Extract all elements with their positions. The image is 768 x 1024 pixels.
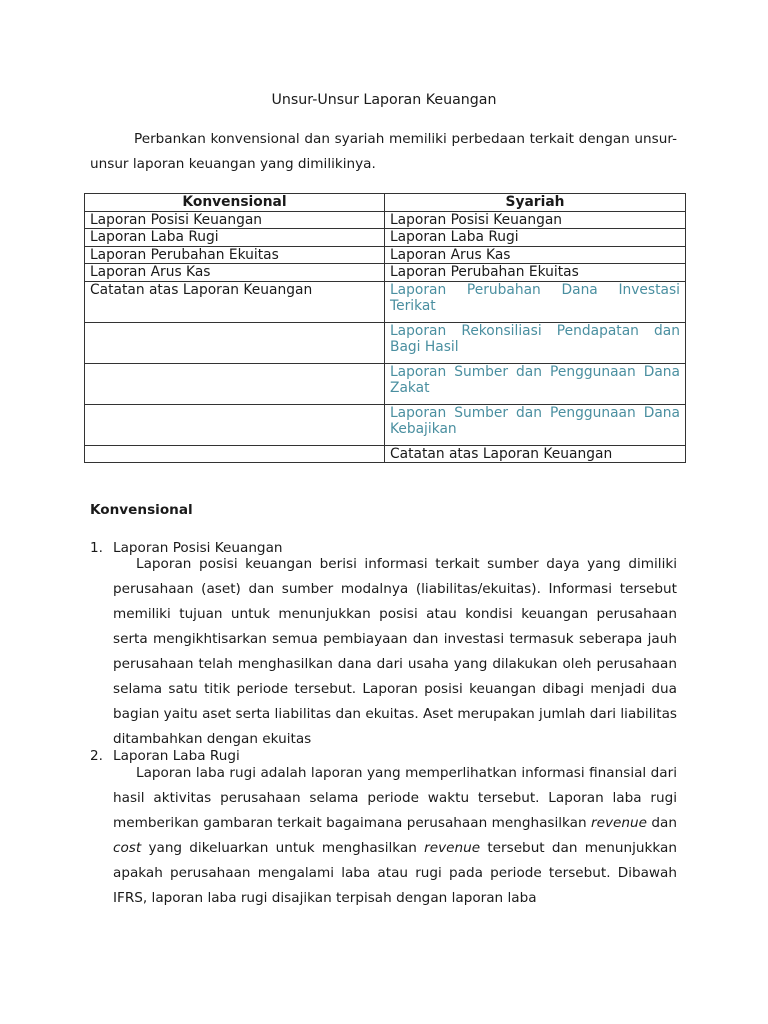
table-cell: Catatan atas Laporan Keuangan — [85, 281, 385, 322]
table-row — [85, 264, 686, 282]
table-row — [85, 322, 686, 363]
table-cell-highlight: Laporan Perubahan Dana Investasi Terikat — [385, 281, 686, 322]
table-row — [85, 229, 686, 247]
table-cell: Laporan Perubahan Ekuitas — [85, 246, 385, 264]
table-cell: Laporan Laba Rugi — [85, 229, 385, 247]
list-item-body: Laporan posisi keuangan berisi informasi terkait sumber daya yang dimiliki perusahaan (aset) dan sumber modalnya (liabilitas/ekuitas). Informasi tersebut memiliki tujuan untuk menunjukkan posisi atau kondisi keuangan perusahaan serta mengikhtisarkan semua pembiayaan dan investasi termasuk seberapa jauh perusahaan telah menghasilkan dana dari usaha yang dilakukan oleh perusahaan selama satu titik periode tersebut. Laporan posisi keuangan dibagi menjadi dua bagian yaitu aset serta liabilitas dan ekuitas. Aset merupakan jumlah dari liabilitas ditambahkan dengan ekuitas — [113, 556, 677, 747]
table-row — [85, 211, 686, 229]
table-cell-highlight: Laporan Rekonsiliasi Pendapatan dan Bagi Hasil — [385, 322, 686, 363]
table-cell-empty — [85, 404, 385, 445]
table-cell: Laporan Posisi Keuangan — [385, 211, 686, 229]
table-cell: Laporan Arus Kas — [85, 264, 385, 282]
page-title: Unsur-Unsur Laporan Keuangan — [271, 92, 497, 108]
list-item-number: 1. — [90, 540, 103, 556]
table-cell-highlight: Laporan Sumber dan Penggunaan Dana Zakat — [385, 363, 686, 404]
intro-paragraph: Perbankan konvensional dan syariah memiliki perbedaan terkait dengan unsur-unsur laporan keuangan yang dimilikinya. — [90, 131, 677, 172]
list-item-number: 2. — [90, 748, 103, 764]
table-cell: Laporan Laba Rugi — [385, 229, 686, 247]
comparison-table — [84, 193, 686, 463]
term-cost: cost — [113, 840, 142, 856]
table-cell-highlight: Laporan Sumber dan Penggunaan Dana Kebajikan — [385, 404, 686, 445]
table-header-row — [85, 194, 686, 212]
section-heading: Konvensional — [90, 502, 193, 518]
table-cell-empty — [85, 322, 385, 363]
table-row — [85, 246, 686, 264]
list-item-label: Laporan Posisi Keuangan — [113, 540, 283, 556]
header-syariah: Syariah — [385, 194, 686, 212]
table-row — [85, 404, 686, 445]
table-row — [85, 445, 686, 463]
body-text: tersebut dan menunjukkan apakah perusahaan mengalami laba atau rugi pada periode tersebut. Dibawah IFRS, laporan laba rugi disajikan terpisah dengan laporan laba — [113, 840, 677, 906]
body-text: dan — [647, 815, 677, 831]
table-cell-empty — [85, 445, 385, 463]
table-cell-empty — [85, 363, 385, 404]
header-konvensional: Konvensional — [85, 194, 385, 212]
body-text: yang dikeluarkan untuk menghasilkan — [141, 840, 425, 856]
list-item-body — [113, 761, 677, 911]
list-item-label: Laporan Laba Rugi — [113, 748, 240, 764]
term-revenue: revenue — [591, 815, 647, 831]
table-row — [85, 363, 686, 404]
term-revenue: revenue — [424, 840, 481, 856]
table-cell: Laporan Posisi Keuangan — [85, 211, 385, 229]
table-cell: Laporan Perubahan Ekuitas — [385, 264, 686, 282]
table-row — [85, 281, 686, 322]
table-cell: Laporan Arus Kas — [385, 246, 686, 264]
table-cell: Catatan atas Laporan Keuangan — [385, 445, 686, 463]
body-text: Laporan laba rugi adalah laporan yang memperlihatkan informasi finansial dari hasil aktivitas perusahaan selama periode waktu tersebut. Laporan laba rugi memberikan gambaran terkait bagaimana perusahaan menghasilkan — [113, 765, 677, 831]
